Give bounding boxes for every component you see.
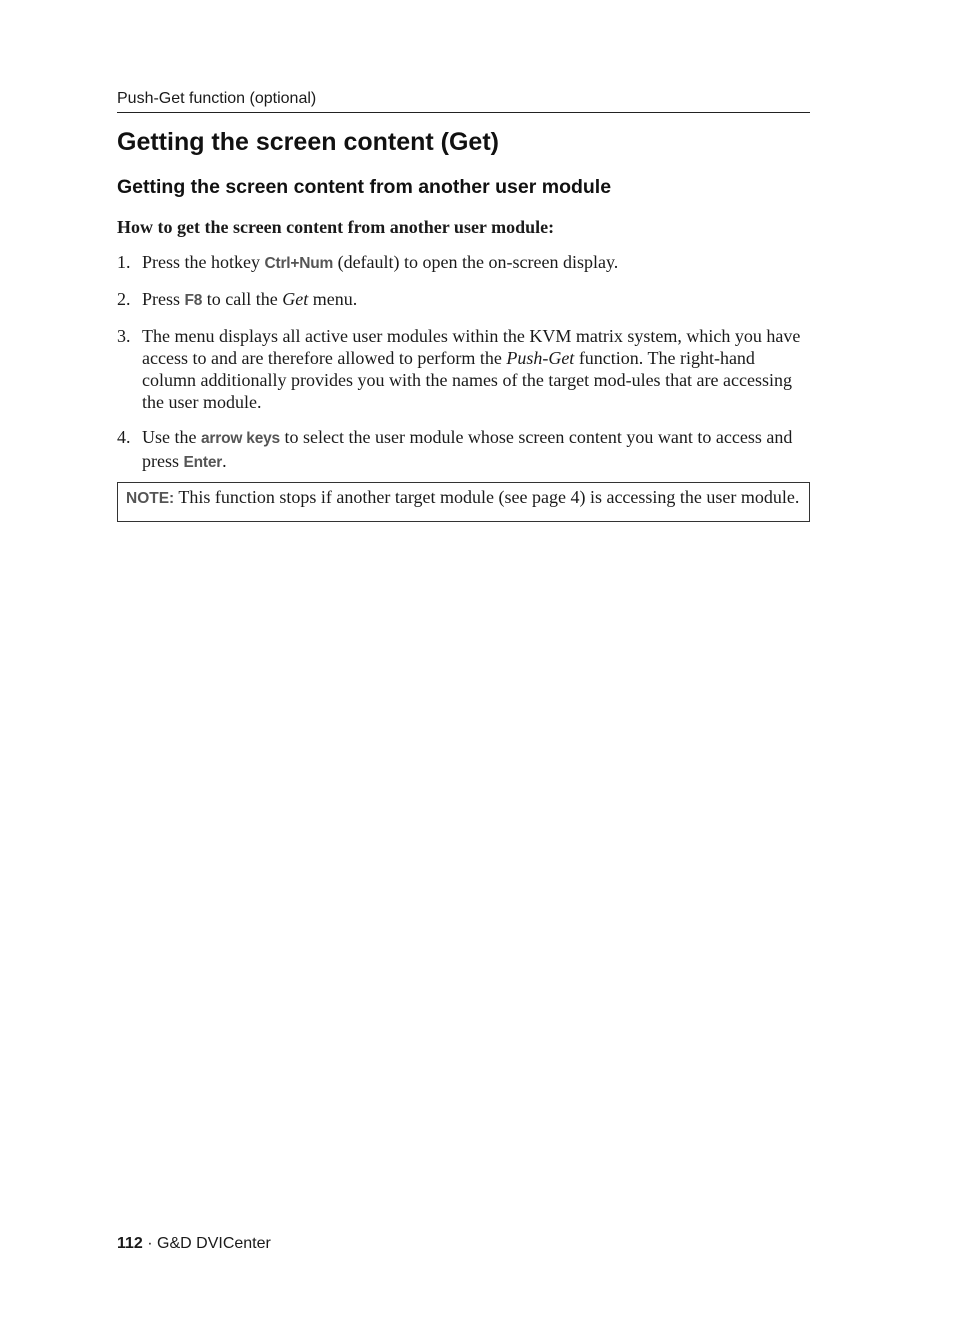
function-name: Push-Get — [506, 348, 575, 368]
step-text: (default) to open the on-screen display. — [333, 252, 619, 272]
step-item — [117, 288, 810, 312]
step-item — [117, 251, 810, 275]
section-title: Getting the screen content (Get) — [117, 128, 499, 156]
step-number: 2. — [117, 289, 131, 309]
key-label: arrow keys — [200, 430, 280, 447]
note-label: NOTE: — [126, 490, 175, 507]
note-text: This function stops if another target module (see page 4) is accessing the user module. — [174, 487, 800, 507]
step-text: The menu displays all active user modules within the KVM matrix system, which you have access to and are therefore allowed to perform the — [142, 326, 801, 368]
step-text: function. The right-hand column additionally provides you with the names of the target mod-ules that are accessing the user module. — [142, 348, 792, 412]
key-label: Ctrl+Num — [264, 255, 334, 272]
step-text: Press — [142, 289, 185, 309]
step-number: 4. — [117, 427, 131, 447]
page-footer — [117, 1234, 271, 1254]
step-text: menu. — [308, 289, 358, 309]
key-label: Enter — [183, 454, 223, 471]
step-text: . — [222, 451, 227, 471]
step-text: Use the — [142, 427, 201, 447]
step-number: 3. — [117, 326, 131, 346]
page-number: 112 — [117, 1235, 143, 1252]
key-label: F8 — [184, 292, 203, 309]
step-text: Press the hotkey — [142, 252, 265, 272]
procedure-title: How to get the screen content from another user module: — [117, 217, 555, 237]
menu-name: Get — [282, 289, 309, 309]
subsection-title: Getting the screen content from another user module — [117, 176, 612, 198]
note-box — [117, 482, 810, 522]
step-item — [117, 426, 810, 474]
product-name: · G&D DVICenter — [142, 1235, 271, 1252]
step-item — [117, 325, 810, 413]
running-header: Push-Get function (optional) — [117, 89, 810, 113]
steps-list — [117, 251, 810, 487]
step-text: to call the — [202, 289, 283, 309]
step-text: to select the user module whose screen content you want to access and press — [142, 427, 793, 471]
step-number: 1. — [117, 252, 131, 272]
